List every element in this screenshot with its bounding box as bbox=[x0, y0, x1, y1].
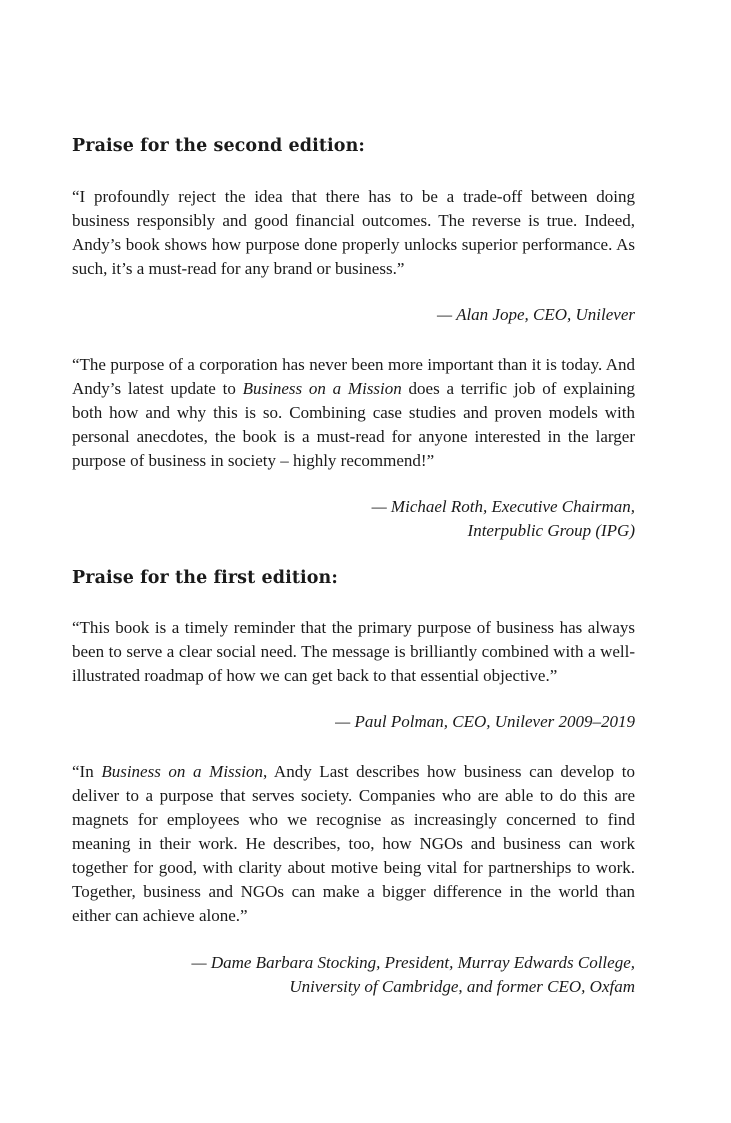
attribution-line: — Paul Polman, CEO, Unilever 2009–2019 bbox=[335, 712, 635, 731]
quote-text-after: does a terrific job of explaining both how and why this is so. Combining case studies and proven models with personal anecdotes, the book is a must-read for anyone interested in the larger purpose of business in society – highly recommend!” bbox=[72, 379, 635, 470]
attribution-line: University of Cambridge, and former CEO, Oxfam bbox=[289, 977, 635, 996]
attribution-line: — Alan Jope, CEO, Unilever bbox=[437, 305, 635, 324]
quote-paul-polman: “This book is a timely reminder that the primary purpose of business has always been to serve a clear social need. The message is brilliantly combined with a well-illustrated roadmap of how we can get back to that essential objective.” bbox=[72, 618, 635, 685]
attribution-line: — Dame Barbara Stocking, President, Murray Edwards College, bbox=[191, 953, 635, 972]
attribution-michael-roth bbox=[72, 495, 635, 543]
attribution-line: — Michael Roth, Executive Chairman, bbox=[371, 497, 635, 516]
attribution-paul-polman bbox=[72, 710, 635, 734]
section-heading-first-edition: Praise for the first edition: bbox=[72, 568, 338, 588]
quote-barbara-stocking bbox=[72, 760, 635, 928]
attribution-alan-jope bbox=[72, 303, 635, 327]
book-title: Business on a Mission bbox=[242, 379, 402, 398]
quote-alan-jope: “I profoundly reject the idea that there has to be a trade-off between doing business responsibly and good financial outcomes. The reverse is true. Indeed, Andy’s book shows how purpose done properly unlocks superior performance. As such, it’s a must-read for any brand or business.” bbox=[72, 187, 635, 278]
section-heading-second-edition: Praise for the second edition: bbox=[72, 136, 365, 156]
book-title: Business on a Mission bbox=[101, 762, 263, 781]
quote-text-before: “The purpose of a corporation has never been more important than it is today. And Andy’s latest update to bbox=[72, 355, 635, 398]
attribution-barbara-stocking bbox=[72, 951, 635, 999]
attribution-line: Interpublic Group (IPG) bbox=[467, 521, 635, 540]
quote-text-before: “In bbox=[72, 762, 102, 781]
quote-michael-roth bbox=[72, 353, 635, 473]
quote-text-after: , Andy Last describes how business can develop to deliver to a purpose that serves society. Companies who are able to do this are magnets for employees who we recognise as increasingly concerned to find meaning in their work. He describes, too, how NGOs and business can work together for good, with clarity about motive being vital for partnerships to work. Together, business and NGOs can make a bigger difference in the world than either can achieve alone.” bbox=[72, 762, 635, 925]
